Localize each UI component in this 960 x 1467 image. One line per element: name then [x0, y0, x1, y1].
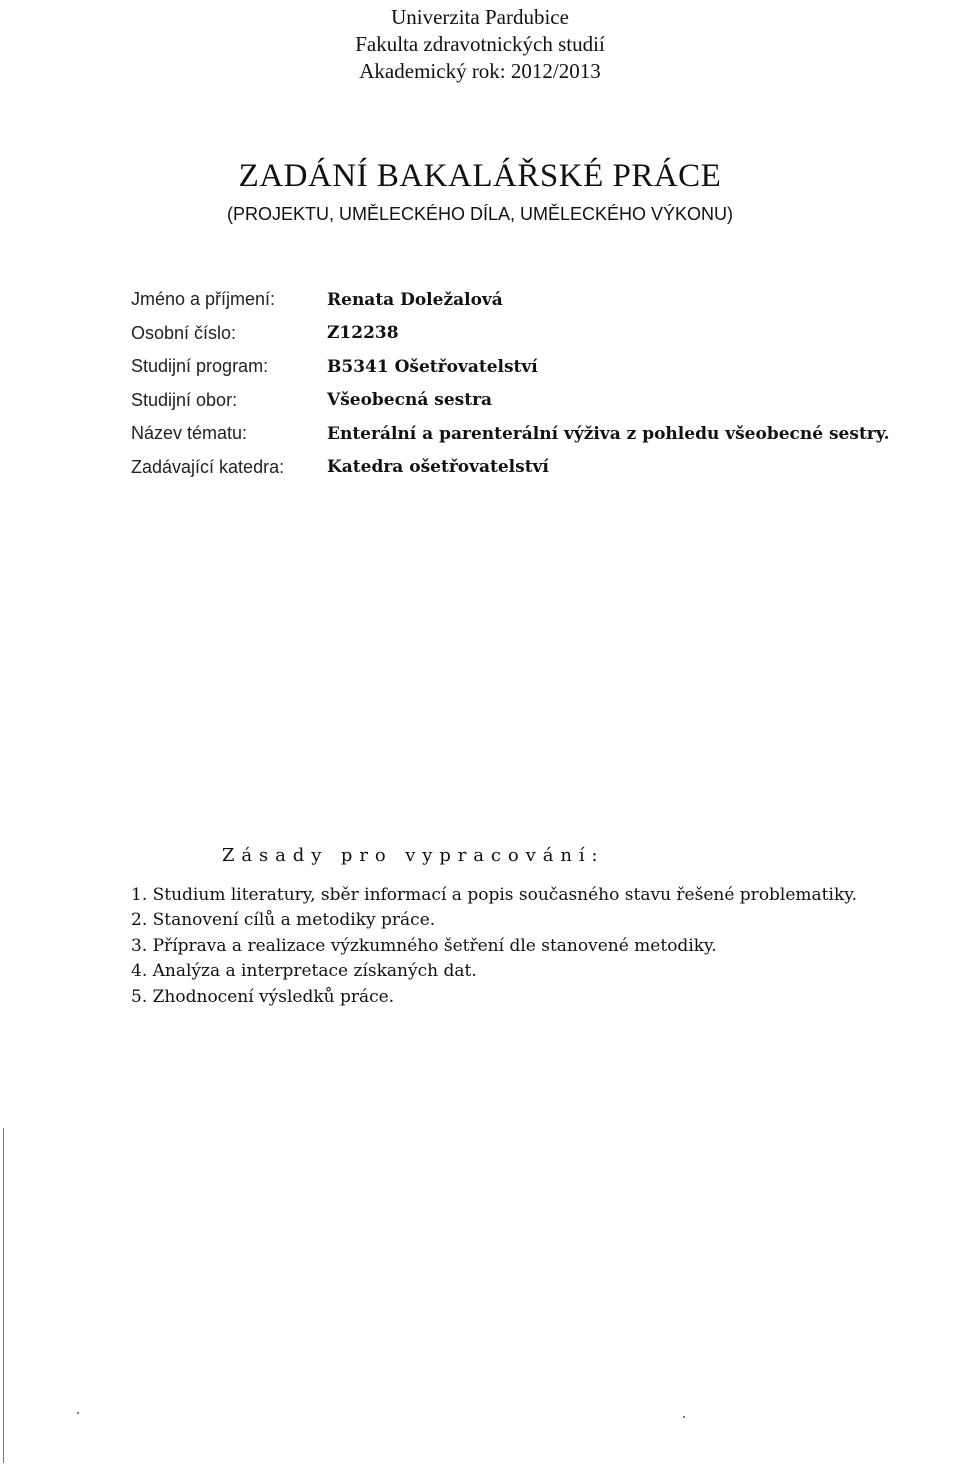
scan-dust-mark — [683, 1416, 685, 1418]
principles-heading: Zásady pro vypracování: — [222, 845, 605, 866]
student-info-table — [131, 283, 890, 484]
info-label: Studijní program: — [131, 356, 269, 377]
info-row-name — [131, 283, 890, 317]
elaboration-principles — [131, 842, 931, 1010]
list-item: 3. Příprava a realizace výzkumného šetření dle stanovené metodiky. — [131, 935, 717, 956]
document-header — [0, 4, 960, 85]
list-item: 4. Analýza a interpretace získaných dat. — [131, 961, 477, 982]
principles-list — [131, 883, 931, 1010]
info-row-study-field — [131, 384, 890, 418]
info-value: Z12238 — [327, 323, 399, 344]
scan-edge-mark — [3, 1128, 4, 1463]
info-row-study-program — [131, 350, 890, 384]
university-name: Univerzita Pardubice — [391, 5, 569, 29]
info-label: Studijní obor: — [131, 389, 238, 410]
document-title: ZADÁNÍ BAKALÁŘSKÉ PRÁCE — [238, 158, 722, 194]
info-value: Enterální a parenterální výživa z pohledu všeobecné sestry. — [327, 423, 890, 444]
document-subtitle: (PROJEKTU, UMĚLECKÉHO DÍLA, UMĚLECKÉHO VÝKONU) — [226, 204, 734, 224]
info-value: Všeobecná sestra — [327, 390, 493, 411]
info-label: Osobní číslo: — [131, 322, 237, 343]
info-label: Jméno a příjmení: — [131, 289, 276, 310]
scan-dust-mark — [77, 1412, 79, 1414]
info-value: Katedra ošetřovatelství — [327, 457, 549, 478]
info-row-topic — [131, 417, 890, 451]
info-label: Zadávající katedra: — [131, 456, 285, 477]
info-row-personal-number — [131, 317, 890, 351]
list-item: 2. Stanovení cílů a metodiky práce. — [131, 910, 436, 931]
faculty-name: Fakulta zdravotnických studií — [355, 32, 605, 56]
list-item: 1. Studium literatury, sběr informací a popis současného stavu řešené problematiky. — [131, 885, 858, 905]
info-value: B5341 Ošetřovatelství — [327, 356, 538, 377]
list-item: 5. Zhodnocení výsledků práce. — [131, 986, 395, 1007]
info-label: Název tématu: — [131, 423, 248, 444]
academic-year: Akademický rok: 2012/2013 — [359, 59, 601, 83]
info-row-department — [131, 451, 890, 485]
info-value: Renata Doležalová — [327, 289, 503, 310]
